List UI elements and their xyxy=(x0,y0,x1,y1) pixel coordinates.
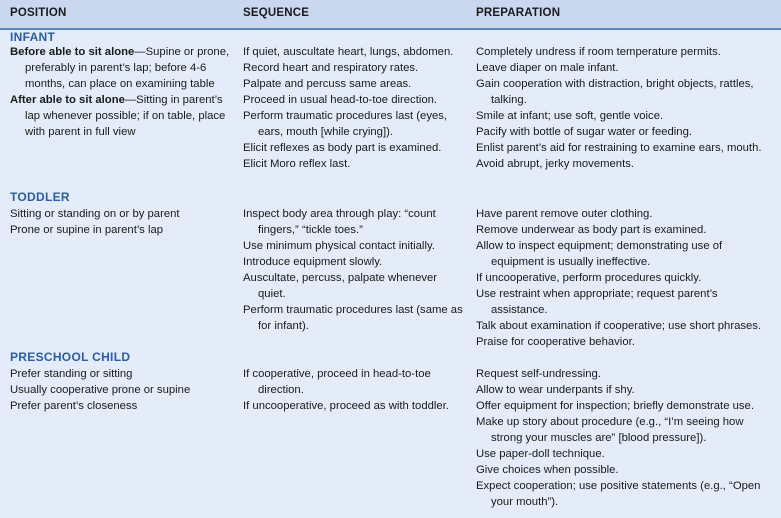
preparation-item: Pacify with bottle of sugar water or feeding. xyxy=(476,126,693,138)
sequence-item: Elicit reflexes as body part is examined. xyxy=(243,142,442,154)
position-column xyxy=(10,366,232,414)
position-column xyxy=(10,206,232,238)
sequence-item: Auscultate, percuss, palpate whenever quiet. xyxy=(243,272,438,300)
position-item: Prefer parent’s closeness xyxy=(10,400,138,412)
preparation-column xyxy=(476,206,776,350)
section-title: PRESCHOOL CHILD xyxy=(10,350,131,364)
header-position: POSITION xyxy=(10,7,67,19)
preparation-item: Give choices when possible. xyxy=(476,464,619,476)
preparation-item: Gain cooperation with distraction, bright objects, rattles, talking. xyxy=(476,78,754,106)
preparation-item: Leave diaper on male infant. xyxy=(476,62,619,74)
preparation-item: Remove underwear as body part is examined. xyxy=(476,224,707,236)
sequence-item: Palpate and percuss same areas. xyxy=(243,78,412,90)
preparation-item: Use restraint when appropriate; request parent’s assistance. xyxy=(476,288,718,316)
preparation-item: Expect cooperation; use positive statements (e.g., “Open your mouth”). xyxy=(476,480,761,508)
sequence-item: Proceed in usual head-to-toe direction. xyxy=(243,94,438,106)
sequence-item: Perform traumatic procedures last (eyes, ears, mouth [while crying]). xyxy=(243,110,448,138)
sequence-item: If uncooperative, proceed as with toddler. xyxy=(243,400,449,412)
preparation-item: Make up story about procedure (e.g., “I’m seeing how strong your muscles are” [blood pressure]). xyxy=(476,416,744,444)
position-item: Before able to sit alone—Supine or prone, preferably in parent’s lap; before 4-6 months, can place on examining table xyxy=(10,46,230,90)
preparation-item: Request self-undressing. xyxy=(476,368,601,380)
sequence-item: Record heart and respiratory rates. xyxy=(243,62,419,74)
preparation-item: Enlist parent’s aid for restraining to examine ears, mouth. xyxy=(476,142,762,154)
preparation-item: Use paper-doll technique. xyxy=(476,448,605,460)
header-preparation: PREPARATION xyxy=(476,7,561,19)
position-item: Sitting or standing on or by parent xyxy=(10,208,180,220)
preparation-item: Smile at infant; use soft, gentle voice. xyxy=(476,110,664,122)
preparation-item: Allow to inspect equipment; demonstrating use of equipment is usually ineffective. xyxy=(476,240,723,268)
header-sequence: SEQUENCE xyxy=(243,7,310,19)
preparation-item: Offer equipment for inspection; briefly demonstrate use. xyxy=(476,400,754,412)
preparation-column xyxy=(476,44,776,172)
preparation-item: Avoid abrupt, jerky movements. xyxy=(476,158,635,170)
preparation-item: Allow to wear underpants if shy. xyxy=(476,384,635,396)
position-item: After able to sit alone—Sitting in parent’s lap whenever possible; if on table, place with parent in full view xyxy=(10,94,226,138)
sequence-item: Use minimum physical contact initially. xyxy=(243,240,435,252)
sequence-column xyxy=(243,206,465,334)
table-header xyxy=(0,0,781,30)
sequence-item: Inspect body area through play: “count fingers,” “tickle toes.” xyxy=(243,208,436,236)
section-title: TODDLER xyxy=(10,190,70,204)
position-item: Prone or supine in parent’s lap xyxy=(10,224,164,236)
position-item: Usually cooperative prone or supine xyxy=(10,384,191,396)
sequence-item: Elicit Moro reflex last. xyxy=(243,158,351,170)
position-column xyxy=(10,44,232,140)
sequence-item: Introduce equipment slowly. xyxy=(243,256,383,268)
sequence-item: Perform traumatic procedures last (same as for infant). xyxy=(243,304,463,332)
preparation-column xyxy=(476,366,776,510)
sequence-column xyxy=(243,44,465,172)
sequence-item: If quiet, auscultate heart, lungs, abdomen. xyxy=(243,46,454,58)
section-title: INFANT xyxy=(10,30,56,44)
position-item: Prefer standing or sitting xyxy=(10,368,133,380)
sequence-item: If cooperative, proceed in head-to-toe direction. xyxy=(243,368,431,396)
preparation-item: Talk about examination if cooperative; use short phrases. xyxy=(476,320,762,332)
preparation-item: Completely undress if room temperature permits. xyxy=(476,46,721,58)
sequence-column xyxy=(243,366,465,414)
preparation-item: Praise for cooperative behavior. xyxy=(476,336,635,348)
preparation-item: Have parent remove outer clothing. xyxy=(476,208,653,220)
preparation-item: If uncooperative, perform procedures quickly. xyxy=(476,272,702,284)
